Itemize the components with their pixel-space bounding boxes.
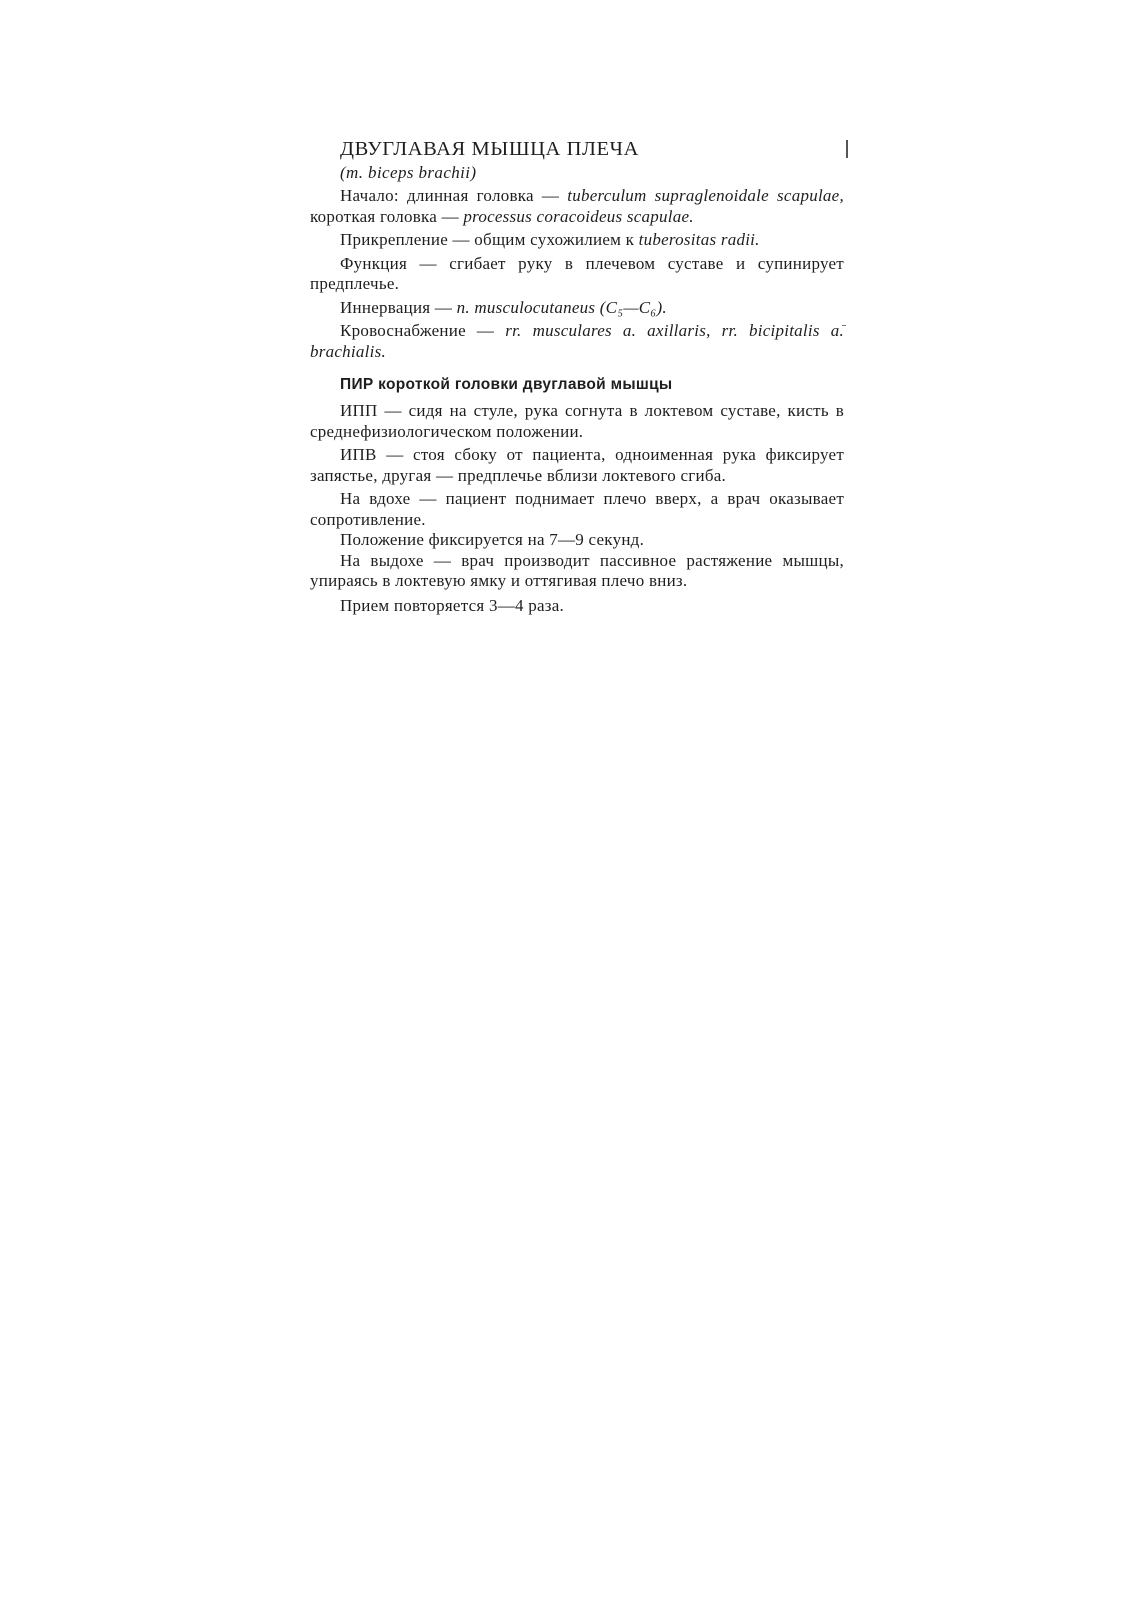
insertion-latin: tuberositas radii. — [638, 230, 760, 249]
page-edge-mark — [846, 140, 848, 158]
technique-paragraph: На вдохе — пациент поднимает плечо вверх, а врач оказывает сопротивление. — [310, 489, 844, 529]
origin-short-head-latin: processus coracoideus scapulae. — [463, 206, 694, 226]
blood-supply-latin: rr. musculares a. axillaris, rr. bicipitalis a. brachialis. — [310, 321, 845, 361]
blood-supply-text: Кровоснабжение — — [340, 321, 495, 340]
innervation-segments: (C₅—C₆). — [599, 297, 667, 317]
origin-label: Начало: — [340, 186, 399, 205]
insertion-text: Прикрепление — общим сухожилием к — [340, 230, 635, 249]
innervation-text: Иннервация — — [340, 297, 453, 317]
document-page — [310, 136, 844, 619]
muscle-title: ДВУГЛАВАЯ МЫШЦА ПЛЕЧА — [340, 138, 639, 160]
technique-paragraph: Прием повторяется 3—4 раза. — [340, 595, 565, 615]
technique-paragraph: ИПП — сидя на стуле, рука согнута в локтевом суставе, кисть в среднефизиологическом положении. — [310, 401, 844, 441]
blood-supply-paragraph — [310, 321, 844, 362]
muscle-latin-name: (m. biceps brachii) — [340, 163, 477, 182]
innervation-latin: n. musculocutaneus — [456, 297, 596, 317]
origin-paragraph — [310, 186, 844, 227]
technique-paragraph: На выдохе — врач производит пассивное растяжение мышцы, упираясь в локтевую ямку и оттягивая плечо вниз. — [310, 550, 844, 590]
technique-paragraph: Положение фиксируется на 7—9 секунд. — [340, 530, 645, 549]
innervation-paragraph — [310, 298, 844, 319]
origin-short-head-text: короткая головка — — [310, 206, 459, 226]
function-paragraph: Функция — сгибает руку в плечевом суставе и супинирует предплечье. — [310, 253, 844, 293]
technique-paragraph: ИПВ — стоя сбоку от пациента, одноименная рука фиксирует запястье, другая — предплечье вблизи локтевого сгиба. — [310, 445, 844, 485]
origin-long-head-latin: tuberculum supraglenoidale scapulae, — [567, 186, 844, 205]
technique-title: ПИР короткой головки двуглавой мышцы — [340, 376, 673, 393]
origin-long-head-text: длинная головка — — [406, 186, 560, 205]
insertion-paragraph — [310, 230, 844, 251]
